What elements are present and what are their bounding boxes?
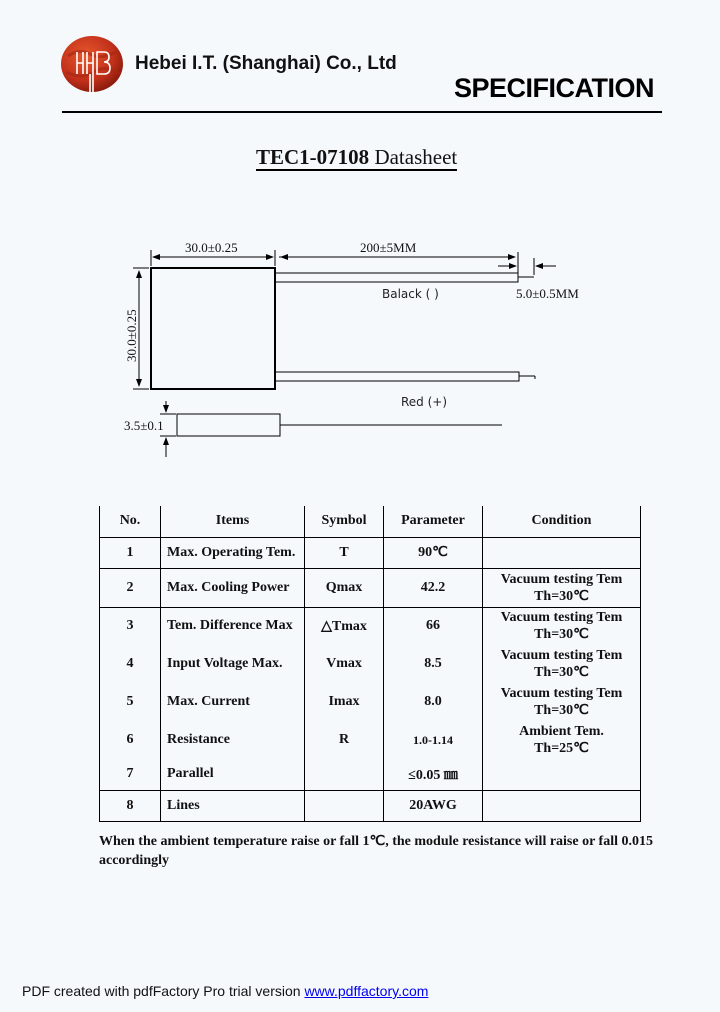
row-no: 7 — [100, 759, 161, 790]
company-name: Hebei I.T. (Shanghai) Co., Ltd — [135, 53, 397, 74]
row-item: Tem. Difference Max — [161, 607, 305, 645]
model-number: TEC1-07108 — [256, 145, 370, 169]
table-row — [100, 721, 641, 759]
footer-text: PDF created with pdfFactory Pro trial version — [22, 983, 305, 999]
row-item: Max. Current — [161, 683, 305, 721]
table-row — [100, 645, 641, 683]
row-item: Lines — [161, 790, 305, 821]
row-symbol: T — [305, 537, 384, 568]
row-no: 6 — [100, 721, 161, 759]
row-condition: Ambient Tem. Th=25℃ — [483, 721, 641, 759]
row-no: 1 — [100, 537, 161, 568]
row-condition: Vacuum testing Tem Th=30℃ — [483, 683, 641, 721]
row-no: 8 — [100, 790, 161, 821]
row-condition: Vacuum testing Tem Th=30℃ — [483, 607, 641, 645]
row-no: 5 — [100, 683, 161, 721]
row-condition — [483, 537, 641, 568]
spec-table — [99, 506, 641, 822]
row-no: 3 — [100, 607, 161, 645]
row-symbol: Vmax — [305, 645, 384, 683]
width-dimension: 30.0±0.25 — [185, 240, 238, 255]
row-symbol: Qmax — [305, 568, 384, 607]
row-symbol: △Tmax — [305, 607, 384, 645]
table-row — [100, 607, 641, 645]
row-item: Max. Cooling Power — [161, 568, 305, 607]
thickness-dimension: 3.5±0.1 — [124, 418, 164, 433]
height-dimension: 30.0±0.25 — [124, 309, 139, 362]
row-parameter: 20AWG — [384, 790, 483, 821]
row-item: Parallel — [161, 759, 305, 790]
row-parameter: 66 — [384, 607, 483, 645]
row-condition — [483, 759, 641, 790]
lead-length-dimension: 200±5MM — [360, 240, 417, 255]
row-symbol — [305, 790, 384, 821]
row-condition: Vacuum testing Tem Th=30℃ — [483, 645, 641, 683]
row-symbol: R — [305, 721, 384, 759]
table-row — [100, 683, 641, 721]
row-condition — [483, 790, 641, 821]
header-symbol: Symbol — [305, 506, 384, 537]
row-parameter: 1.0-1.14 — [384, 721, 483, 759]
table-row — [100, 568, 641, 607]
row-item: Max. Operating Tem. — [161, 537, 305, 568]
row-no: 2 — [100, 568, 161, 607]
row-symbol — [305, 759, 384, 790]
header-parameter: Parameter — [384, 506, 483, 537]
title-suffix: Datasheet — [374, 145, 458, 169]
lead-strip-dimension: 5.0±0.5MM — [516, 286, 579, 301]
row-condition: Vacuum testing Tem Th=30℃ — [483, 568, 641, 607]
row-symbol: Imax — [305, 683, 384, 721]
row-parameter: 90℃ — [384, 537, 483, 568]
table-header-row — [100, 506, 641, 537]
pdf-footer — [22, 983, 428, 999]
row-parameter: 8.5 — [384, 645, 483, 683]
header-no: No. — [100, 506, 161, 537]
table-row — [100, 759, 641, 790]
row-item: Input Voltage Max. — [161, 645, 305, 683]
row-item: Resistance — [161, 721, 305, 759]
doc-type-heading: SPECIFICATION — [454, 73, 655, 103]
black-lead-label: Balack ( ) — [382, 287, 439, 301]
header-condition: Condition — [483, 506, 641, 537]
row-parameter: ≤0.05 ㎜ — [384, 759, 483, 790]
table-row — [100, 537, 641, 568]
table-row — [100, 790, 641, 821]
header-items: Items — [161, 506, 305, 537]
pdffactory-link[interactable]: www.pdffactory.com — [304, 983, 429, 999]
resistance-note: When the ambient temperature raise or fall 1℃, the module resistance will raise or fall 0.015 accordingly — [99, 834, 653, 868]
red-lead-label: Red (+) — [401, 395, 448, 409]
row-no: 4 — [100, 645, 161, 683]
row-parameter: 42.2 — [384, 568, 483, 607]
dimension-drawing — [0, 0, 720, 480]
row-parameter: 8.0 — [384, 683, 483, 721]
